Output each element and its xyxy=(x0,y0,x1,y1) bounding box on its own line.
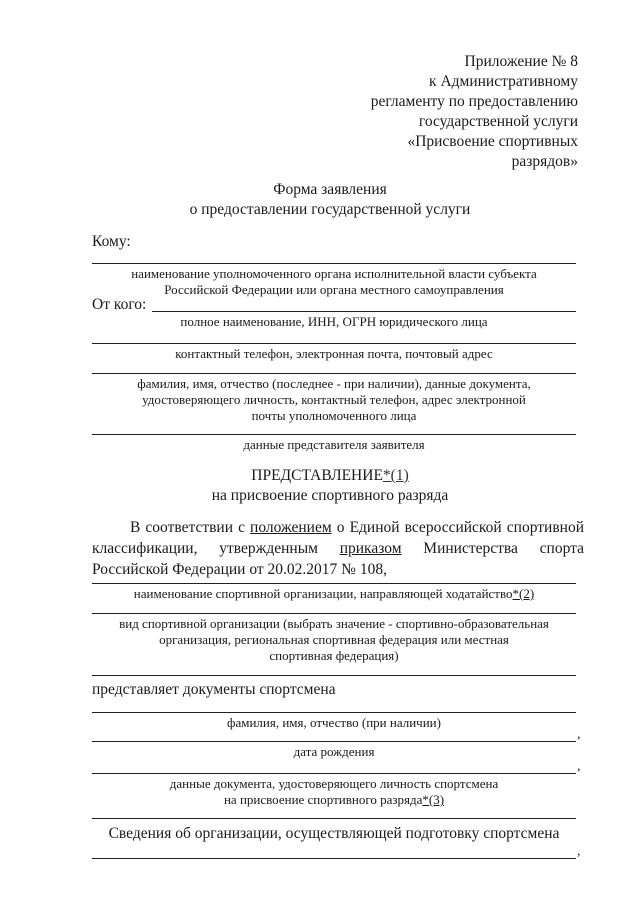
org-name-caption-line xyxy=(92,586,576,602)
heading-block xyxy=(80,466,580,506)
athlete-birth-caption: дата рождения xyxy=(293,744,375,759)
org-name-caption: наименование спортивной организации, направляющей ходатайство xyxy=(133,586,513,601)
form-title-line-1: Форма заявления xyxy=(273,181,387,198)
from-caption-contacts: контактный телефон, электронная почта, почтовый адрес xyxy=(175,346,493,361)
to-label: Кому: xyxy=(92,233,131,250)
appendix-line-4: государственной услуги xyxy=(418,113,578,130)
athlete-doc-caption-line-1: данные документа, удостоверяющего личность спортсмена xyxy=(169,776,499,791)
org-type-field-line[interactable] xyxy=(92,613,576,614)
order-link[interactable]: приказом xyxy=(339,540,402,557)
org-extra-field-line[interactable] xyxy=(92,675,576,676)
org-type-caption xyxy=(92,616,576,664)
representative-field-line[interactable] xyxy=(92,434,576,435)
to-field-line[interactable] xyxy=(92,263,576,264)
athlete-doc-caption xyxy=(92,776,576,808)
athlete-doc-field-line[interactable] xyxy=(92,773,576,774)
birth-comma: , xyxy=(577,727,581,742)
appendix-line-1: Приложение № 8 xyxy=(464,53,578,70)
athlete-doc-footnote-link[interactable]: *(3) xyxy=(422,792,445,807)
rank-field-line[interactable] xyxy=(92,818,576,819)
athlete-birth-field-line[interactable] xyxy=(92,741,576,742)
appendix-line-5: «Присвоение спортивных xyxy=(407,133,578,150)
from-caption-representative: данные представителя заявителя xyxy=(243,437,425,452)
athlete-doc-caption-text: на присвоение спортивного разряда xyxy=(223,792,423,807)
from-caption-legal: полное наименование, ИНН, ОГРН юридического лица xyxy=(180,314,488,329)
appendix-line-2: к Административному xyxy=(429,73,578,90)
regulation-link[interactable]: положением xyxy=(250,519,332,536)
body-text-mid: о Единой всероссийской спортивной классификации, утвержденным xyxy=(92,519,584,557)
appendix-line-3: регламенту по предоставлению xyxy=(370,93,578,110)
trainer-comma: , xyxy=(577,844,581,859)
to-caption-line-1: наименование уполномоченного органа исполнительной власти субъекта xyxy=(131,266,537,281)
org-type-caption-line-1: вид спортивной организации (выбрать значение - спортивно-образовательная xyxy=(119,616,549,631)
org-name-field-line[interactable] xyxy=(92,583,576,584)
body-paragraph xyxy=(92,517,584,580)
person-field-line[interactable] xyxy=(92,373,576,374)
contacts-field-line[interactable] xyxy=(92,343,576,344)
doc-comma: , xyxy=(577,759,581,774)
athlete-fio-caption: фамилия, имя, отчество (при наличии) xyxy=(227,715,441,730)
appendix-line-6: разрядов» xyxy=(511,153,578,170)
submits-text: представляет документы спортсмена xyxy=(92,681,336,698)
body-text-post: Министерства спорта Российской Федерации от 20.02.2017 № 108, xyxy=(92,540,584,578)
form-title-line-2: о предоставлении государственной услуги xyxy=(189,201,471,218)
heading-subtitle: на присвоение спортивного разряда xyxy=(211,487,449,504)
heading-footnote-link[interactable]: *(1) xyxy=(382,467,409,484)
form-title xyxy=(80,180,580,220)
heading-title: ПРЕДСТАВЛЕНИЕ xyxy=(251,467,383,484)
from-caption-person xyxy=(92,376,576,424)
org-type-caption-line-2: организация, региональная спортивная федерация или местная xyxy=(159,632,509,647)
trainer-org-text: Сведения об организации, осуществляющей подготовку спортсмена xyxy=(108,825,560,842)
to-caption xyxy=(92,266,576,298)
org-type-caption-line-3: спортивная федерация) xyxy=(269,648,399,663)
heading-title-line xyxy=(80,466,580,486)
person-caption-line-3: почты уполномоченного лица xyxy=(251,408,417,423)
appendix-block xyxy=(278,52,578,172)
org-footnote-link[interactable]: *(2) xyxy=(512,586,535,601)
to-caption-line-2: Российской Федерации или органа местного самоуправления xyxy=(164,282,504,297)
person-caption-line-2: удостоверяющего личность, контактный телефон, адрес электронной xyxy=(142,392,526,407)
body-text-pre: В соответствии с xyxy=(130,519,251,536)
person-caption-line-1: фамилия, имя, отчество (последнее - при наличии), данные документа, xyxy=(137,376,531,391)
from-label: От кого: xyxy=(92,296,147,313)
athlete-doc-caption-line-2 xyxy=(92,792,576,808)
athlete-fio-field-line[interactable] xyxy=(92,712,576,713)
from-field-line[interactable] xyxy=(152,311,576,312)
trainer-org-field-line[interactable] xyxy=(92,858,576,859)
